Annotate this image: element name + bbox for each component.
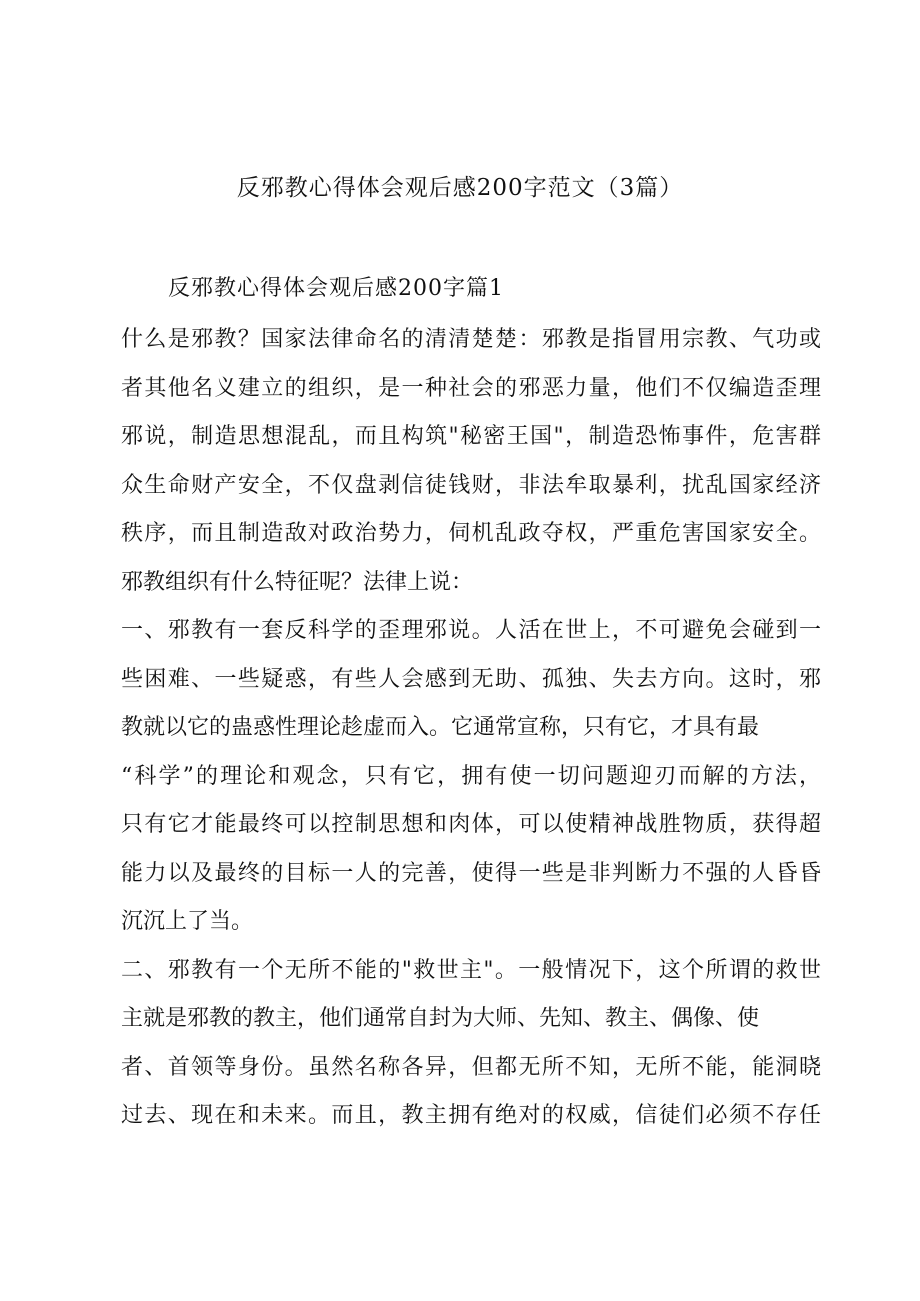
text-line: 什么是邪教？国家法律命名的清清楚楚：邪教是指冒用宗教、气功或 xyxy=(121,327,821,352)
text-line: 邪说，制造思想混乱，而且构筑"秘密王国"，制造恐怖事件，危害群 xyxy=(121,424,821,449)
text-line: 者其他名义建立的组织，是一种社会的邪恶力量，他们不仅编造歪理 xyxy=(121,375,821,401)
body-text xyxy=(121,318,821,1143)
text-line: 沉沉上了当。 xyxy=(121,909,254,934)
section-heading: 反邪教心得体会观后感200字篇1 xyxy=(168,276,504,301)
text-line: 一、邪教有一套反科学的歪理邪说。人活在世上，不可避免会碰到一 xyxy=(121,618,821,643)
text-line: “科学”的理论和观念，只有它，拥有使一切问题迎刃而解的方法， xyxy=(121,763,821,789)
text-line: 能力以及最终的目标一人的完善，使得一些是非判断力不强的人昏昏 xyxy=(121,860,821,886)
text-line: 主就是邪教的教主，他们通常自封为大师、先知、教主、偶像、使 xyxy=(121,1006,760,1031)
document-title: 反邪教心得体会观后感200字范文（3篇） xyxy=(236,175,684,201)
text-line: 过去、现在和未来。而且，教主拥有绝对的权威，信徒们必须不存任 xyxy=(121,1103,821,1128)
text-line: 秩序，而且制造敌对政治势力，伺机乱政夺权，严重危害国家安全。 xyxy=(121,521,821,546)
text-line: 者、首领等身份。虽然名称各异，但都无所不知，无所不能，能洞晓 xyxy=(121,1054,821,1080)
text-line: 邪教组织有什么特征呢？法律上说： xyxy=(121,569,474,595)
text-line: 只有它才能最终可以控制思想和肉体，可以使精神战胜物质，获得超 xyxy=(121,812,821,837)
text-line: 众生命财产安全，不仅盘剥信徒钱财，非法牟取暴利，扰乱国家经济 xyxy=(121,472,821,498)
text-line: 二、邪教有一个无所不能的"救世主"。一般情况下，这个所谓的救世 xyxy=(121,957,821,983)
text-line: 教就以它的蛊惑性理论趁虚而入。它通常宣称，只有它，才具有最 xyxy=(121,715,760,740)
text-line: 些困难、一些疑惑，有些人会感到无助、孤独、失去方向。这时，邪 xyxy=(121,666,821,692)
